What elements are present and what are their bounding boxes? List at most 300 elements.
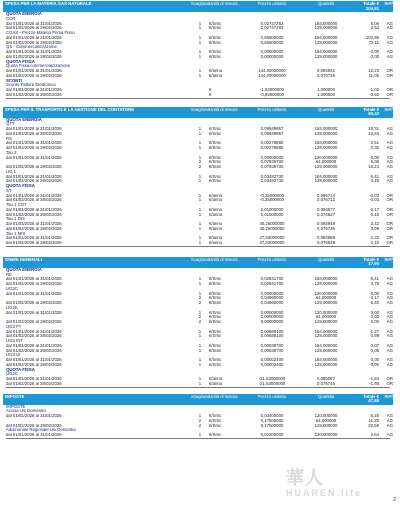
unit-cell: €/Smc	[209, 333, 222, 339]
total-cell: 4,49	[370, 178, 379, 184]
iva-cell: OR	[386, 197, 393, 203]
unit-cell: €/anno	[209, 206, 223, 212]
total-cell: 12,23	[368, 68, 379, 73]
price-cell: 0,00002400	[260, 357, 284, 362]
col-price-header: Prezzo unitario	[257, 393, 287, 399]
quantity-cell: 129,000000	[314, 178, 338, 184]
price-cell: 0,04960000	[260, 300, 284, 305]
unit-cell: €/Smc	[209, 178, 222, 184]
quantity-cell: 64,000000	[315, 314, 337, 320]
period-cell: dal 01/02/2026 al 28/02/2026	[6, 179, 62, 184]
col-total-header: Totale €	[363, 1, 379, 6]
total-cell: 0,05	[370, 347, 379, 353]
subsection-text: QUOTA FISSA	[6, 184, 35, 188]
col-price-header: Prezzo unitario	[257, 256, 287, 262]
iva-cell: AG	[386, 290, 393, 296]
price-cell: -0,35000000	[259, 192, 285, 198]
price-cell: -21,63000000	[258, 380, 286, 386]
quantity-cell: 0,076736	[317, 72, 335, 78]
quantity-cell: 64,000000	[315, 159, 337, 165]
scaglione-cell: 1	[198, 192, 202, 198]
item-text: UG2C	[6, 372, 18, 377]
total-cell: 0,00	[370, 154, 379, 160]
price-cell: 0,00000000	[260, 49, 284, 54]
iva-cell: AG	[386, 49, 393, 54]
quantity-cell: 0,076736	[317, 225, 335, 231]
total-cell: -0,92	[369, 91, 379, 97]
total-cell: 3,09	[370, 225, 379, 231]
quantity-cell: 120,000000	[314, 154, 338, 160]
period-cell: dal 01/01/2026 al 31/01/2026	[6, 69, 62, 73]
item-text: Quota Fissa commercializzazione	[6, 64, 71, 69]
quantity-cell: 0,076839	[317, 240, 335, 245]
quantity-cell: 129,000000	[314, 319, 338, 324]
scaglione-cell: 1	[198, 376, 202, 381]
unit-cell: €/Smc	[209, 309, 222, 315]
total-cell: 3,79	[370, 281, 379, 286]
quantity-cell: 129,000000	[314, 300, 338, 305]
period-cell: dal 01/01/2026 al 31/01/2026	[6, 377, 62, 381]
price-cell: -21,63000000	[258, 376, 286, 381]
scaglione-cell: 1	[198, 130, 202, 136]
iva-cell: AG	[386, 309, 393, 315]
quantity-cell: 120,000000	[314, 413, 338, 418]
quantity-cell: 120,000000	[314, 309, 338, 315]
unit-cell: €/anno	[209, 376, 223, 381]
price-cell: 0,03483730	[260, 178, 284, 184]
iva-cell: OR	[386, 68, 393, 73]
scaglione-cell: 1	[198, 53, 202, 59]
price-cell: 0,00038700	[260, 342, 284, 348]
price-cell: 0,00000000	[260, 314, 284, 320]
unit-cell: €/anno	[209, 225, 223, 231]
price-cell: -0,35000000	[259, 197, 285, 203]
scaglione-cell: 2	[198, 319, 202, 324]
iva-cell: AG	[386, 295, 393, 301]
price-cell: 0,07936730	[260, 159, 284, 165]
total-cell: 10,24	[368, 164, 379, 169]
page-number: 2	[393, 497, 396, 504]
table-row	[3, 241, 393, 246]
iva-cell: AG	[386, 20, 393, 26]
total-cell: 1,27	[370, 328, 379, 334]
iva-cell: AG	[386, 281, 393, 286]
scaglione-cell: 1	[198, 206, 202, 212]
quantity-cell: 129,000000	[314, 53, 338, 59]
col-unit-header: Unità di misura	[209, 106, 238, 112]
item-text: Tau 1 DIS	[6, 217, 25, 222]
unit-cell: €/Smc	[209, 432, 222, 437]
period-cell: dal 01/01/2026 al 31/01/2026	[6, 291, 62, 296]
iva-cell: OR	[386, 211, 393, 217]
item-text: QTT	[6, 122, 15, 127]
total-cell: 2,10	[370, 240, 379, 245]
period-cell: dal 01/01/2026 al 31/01/2026	[6, 343, 62, 348]
period-cell: dal 01/02/2026 al 28/02/2026	[6, 73, 62, 78]
quantity-cell: 129,000000	[314, 281, 338, 286]
col-scaglione-header: Scaglione	[191, 256, 210, 262]
total-cell: -0,03	[369, 192, 379, 198]
quantity-cell: 120,000000	[314, 290, 338, 296]
col-scaglione-header: Scaglione	[191, 393, 210, 399]
scaglione-cell: 2	[198, 314, 202, 320]
section-total	[352, 107, 379, 117]
unit-cell: €/Smc	[209, 276, 222, 282]
price-cell: 0,00000000	[260, 53, 284, 59]
scaglione-cell: 1	[198, 25, 202, 31]
period-cell: dal 01/02/2026 al 28/02/2026	[6, 212, 62, 217]
price-cell: 2,01000000	[260, 206, 284, 212]
scaglione-cell: 1	[198, 34, 202, 40]
col-price-header: Prezzo unitario	[257, 1, 287, 6]
section-header	[3, 1, 393, 12]
item-text: RE	[6, 272, 12, 277]
iva-cell: AG	[386, 173, 393, 179]
iva-cell: AG	[386, 140, 393, 146]
unit-cell: €/Smc	[209, 295, 222, 301]
col-scaglione-header: Scaglione	[191, 1, 210, 6]
price-cell: 0,00000000	[260, 319, 284, 324]
scaglione-cell: 1	[198, 309, 202, 315]
total-cell: 18,31	[368, 126, 379, 131]
scaglione-cell: 2	[198, 300, 202, 305]
unit-cell: €/Smc	[209, 39, 222, 45]
total-cell: 3,42	[370, 221, 379, 226]
item-text: Addizionale Regionale Usi Domestici	[6, 428, 77, 433]
total-cell: 0,00	[370, 49, 379, 54]
item-text: Accisa Usi Domestici	[6, 409, 47, 414]
price-cell: 40,26000000	[259, 225, 285, 231]
period-cell: dal 01/02/2026 al 28/02/2026	[6, 423, 62, 428]
unit-cell: €	[209, 87, 212, 92]
subsection-text: QUOTA ENERGIA	[6, 12, 42, 16]
period-cell: dal 01/02/2026 al 28/02/2026	[6, 334, 62, 339]
scaglione-cell: 1	[198, 225, 202, 231]
unit-cell: €/Smc	[209, 413, 222, 418]
iva-cell: OR	[386, 206, 393, 212]
iva-cell: AG	[386, 328, 393, 334]
iva-cell: AG	[386, 39, 393, 45]
quantity-cell: 64,000000	[315, 417, 337, 423]
total-cell: 5,06	[370, 20, 379, 26]
col-unit-header: Unità di misura	[209, 1, 238, 6]
total-cell: 102,86	[365, 34, 379, 40]
period-cell: dal 01/02/2026 al 28/02/2026	[6, 26, 62, 31]
total-cell: 0,00	[370, 361, 379, 367]
iva-cell: OR	[386, 72, 393, 78]
iva-cell: AG	[386, 145, 393, 150]
price-cell: 0,00278880	[260, 145, 284, 150]
unit-cell: €/Smc	[209, 145, 222, 150]
section-header	[3, 257, 393, 268]
scaglione-cell: 1	[198, 178, 202, 184]
unit-cell: €/anno	[209, 235, 223, 241]
watermark-latin: HUAREN.life	[286, 488, 363, 498]
quantity-cell: 129,000000	[314, 361, 338, 367]
col-iva-header: IVA*	[384, 106, 393, 112]
period-cell: dal 01/02/2026 al 28/02/2026	[6, 146, 62, 150]
unit-cell: €/Smc	[209, 173, 222, 179]
price-cell: 0,00688100	[260, 328, 284, 334]
unit-cell: €/Smc	[209, 34, 222, 40]
period-cell: dal 01/01/2026 al 31/01/2026	[6, 433, 62, 437]
price-cell: 0,02941700	[260, 281, 284, 286]
scaglione-cell: 1	[198, 20, 202, 26]
total-cell: 0,89	[370, 333, 379, 339]
scaglione-cell: 1	[198, 413, 202, 418]
total-cell: 2,64	[370, 432, 379, 437]
section-total-value: 204,91	[365, 5, 379, 11]
scaglione-cell: 1	[198, 235, 202, 241]
period-cell: dal 01/02/2026 al 28/02/2026	[6, 40, 62, 45]
scaglione-cell: 1	[198, 342, 202, 348]
period-cell: dal 01/01/2026 al 31/01/2026	[6, 207, 62, 212]
item-text: Tau 1 COT	[6, 203, 27, 207]
total-cell: 5,41	[370, 276, 379, 282]
unit-cell: €/Smc	[209, 126, 222, 131]
unit-cell: €/Smc	[209, 342, 222, 348]
table-row	[3, 382, 393, 387]
period-cell: dal 01/01/2026 al 31/01/2026	[6, 329, 62, 334]
total-cell: 2,32	[370, 235, 379, 241]
quantity-cell: 0,084888	[317, 235, 335, 241]
quantity-cell: 184,000000	[314, 20, 338, 26]
period-cell: dal 01/01/2026 al 31/01/2026	[6, 414, 62, 418]
price-cell: 0,00000000	[260, 154, 284, 160]
price-cell: 0,00002400	[260, 361, 284, 367]
unit-cell: €/Smc	[209, 314, 222, 320]
col-total-header: Totale €	[363, 393, 379, 399]
total-cell: 22,58	[368, 422, 379, 428]
scaglione-cell: 1	[198, 432, 202, 437]
watermark-logo	[286, 470, 362, 498]
scaglione-cell	[191, 93, 209, 98]
col-total-header: Totale €	[363, 256, 379, 262]
section-total	[352, 257, 379, 267]
unit-cell: €/Smc	[209, 53, 222, 59]
col-unit-header: Unità di misura	[209, 393, 238, 399]
total-cell: 5,08	[370, 159, 379, 165]
col-quantity-header: Quantità	[317, 106, 335, 112]
scaglione-cell: 2	[198, 417, 202, 423]
subsection-text: QUOTA ENERGIA	[6, 267, 42, 272]
quantity-cell: 1,000000	[317, 91, 335, 97]
quantity-cell: 129,000000	[314, 164, 338, 169]
total-cell: 0,00	[370, 290, 379, 296]
iva-cell: AG	[386, 314, 393, 320]
scaglione-cell: 1	[198, 240, 202, 245]
unit-cell: €/Smc	[209, 290, 222, 296]
unit-cell: €/Smc	[209, 164, 222, 169]
price-cell: 0,09949957	[260, 130, 284, 136]
period-cell: dal 01/02/2026 al 28/02/2026	[6, 381, 62, 386]
scaglione-cell: 2	[198, 164, 202, 169]
price-cell: -0,92000000	[259, 91, 285, 97]
total-cell: 6,41	[370, 173, 379, 179]
scaglione-cell: 1	[198, 126, 202, 131]
price-cell: 0,17500000	[260, 422, 284, 428]
unit-cell: €/anno	[209, 240, 223, 245]
quantity-cell: 184,000000	[314, 49, 338, 54]
quantity-cell: 129,000000	[314, 25, 338, 31]
col-iva-header: IVA*	[384, 256, 393, 262]
scaglione-cell: 1	[198, 140, 202, 146]
unit-cell: €/Smc	[209, 347, 222, 353]
bill-detail-page	[3, 0, 393, 509]
section-total	[352, 1, 379, 11]
subsection-text: QUOTA FISSA	[6, 367, 35, 372]
scaglione-cell: 1	[198, 221, 202, 226]
period-cell: dal 01/02/2026 al 28/02/2026	[6, 301, 62, 305]
item-text: UG3 FT	[6, 324, 22, 329]
price-cell: 0,17500000	[260, 417, 284, 423]
total-cell: 0,00	[370, 357, 379, 362]
price-cell: 0,00000000	[260, 309, 284, 315]
period-cell: dal 01/01/2026 al 31/01/2026	[6, 155, 62, 160]
section-spacer	[3, 247, 393, 257]
period-cell: dal 01/01/2026 al 31/01/2026	[6, 21, 62, 26]
period-cell: dal 01/02/2026 al 28/02/2026	[6, 226, 62, 231]
quantity-cell: 0,084948	[317, 221, 335, 226]
item-text: QS - Commercializzazione	[6, 45, 57, 50]
unit-cell: €/anno	[209, 72, 223, 78]
price-cell: 144,00000000	[258, 68, 286, 73]
iva-cell: AG	[386, 432, 393, 437]
price-cell: 40,26000000	[259, 221, 285, 226]
col-iva-header: IVA*	[384, 1, 393, 6]
scaglione-cell: 1	[198, 211, 202, 217]
item-text: ST	[6, 188, 12, 193]
price-cell: 0,03483730	[260, 173, 284, 179]
item-text: Sconto Fattura Elettronica	[6, 83, 56, 88]
price-cell: 0,02200000	[260, 432, 284, 437]
iva-cell: OR	[386, 376, 393, 381]
unit-cell: €/anno	[209, 221, 223, 226]
price-cell: 0,00688100	[260, 333, 284, 339]
scaglione-cell: 1	[198, 72, 202, 78]
quantity-cell: 0,076745	[317, 380, 335, 386]
iva-cell: AG	[386, 342, 393, 348]
scaglione-cell: 1	[198, 328, 202, 334]
period-cell: dal 01/02/2026 al 28/02/2026	[6, 92, 62, 97]
quantity-cell: 0,084931	[317, 68, 335, 73]
item-text: Tau 1 MIS	[6, 231, 26, 236]
period-cell: dal 01/01/2026 al 31/01/2026	[6, 35, 62, 40]
scaglione-cell: 1	[198, 290, 202, 296]
item-text: UG2K	[6, 305, 18, 310]
quantity-cell: 184,000000	[314, 140, 338, 146]
total-cell: -1,84	[369, 376, 379, 381]
period-cell: dal 01/01/2026 al 31/01/2026	[6, 310, 62, 315]
scaglione-cell: 1	[198, 154, 202, 160]
price-cell: 2,01000000	[260, 211, 284, 217]
unit-cell: €/Smc	[209, 417, 222, 423]
price-cell: 0,00038700	[260, 347, 284, 353]
col-quantity-header: Quantità	[317, 393, 335, 399]
iva-cell: OR	[386, 235, 393, 241]
scaglione-cell: 1	[198, 145, 202, 150]
total-cell: 0,00	[370, 314, 379, 320]
total-cell: 3,17	[370, 295, 379, 301]
section-total	[352, 394, 379, 404]
scaglione-cell: 1	[198, 357, 202, 362]
period-cell: dal 01/01/2026 al 31/01/2026	[6, 141, 62, 146]
subsection-text: QUOTA FISSA	[6, 59, 35, 64]
total-cell: 0,00	[370, 309, 379, 315]
price-cell: 0,55900000	[260, 34, 284, 40]
section-header	[3, 107, 393, 118]
quantity-cell: 129,000000	[314, 422, 338, 428]
unit-cell: €/anno	[209, 192, 223, 198]
scaglione-cell: 2	[198, 159, 202, 165]
col-quantity-header: Quantità	[317, 256, 335, 262]
unit-cell: €/Smc	[209, 319, 222, 324]
price-cell: 144,00000000	[258, 72, 286, 78]
quantity-cell: 129,000000	[314, 130, 338, 136]
period-cell: dal 01/02/2026 al 28/02/2026	[6, 282, 62, 286]
quantity-cell: 129,000000	[314, 145, 338, 150]
price-cell: 0,02747293	[260, 25, 284, 31]
table-row	[3, 93, 393, 98]
quantity-cell: 184,000000	[314, 342, 338, 348]
iva-cell: AG	[386, 154, 393, 160]
period-cell: dal 01/02/2026 al 28/02/2026	[6, 241, 62, 245]
price-cell: 0,09949957	[260, 126, 284, 131]
quantity-cell: 129,000000	[314, 347, 338, 353]
quantity-cell: 0,074627	[317, 211, 335, 217]
total-cell: 0,15	[370, 211, 379, 217]
price-cell: 0,00278880	[260, 140, 284, 146]
iva-cell: AG	[386, 126, 393, 131]
total-cell: 0,51	[370, 140, 379, 146]
scaglione-cell: 1	[198, 276, 202, 282]
watermark-han: 華人	[286, 468, 324, 489]
unit-cell: €	[209, 91, 212, 97]
iva-cell: AG	[386, 300, 393, 305]
iva-cell: OR	[386, 91, 393, 97]
total-cell: 5,28	[370, 413, 379, 418]
total-cell: 0,17	[370, 206, 379, 212]
item-text: CCR	[6, 16, 16, 21]
subsection-text: SCONTI	[6, 78, 23, 83]
unit-cell: €/anno	[209, 197, 223, 203]
col-scaglione-header: Scaglione	[191, 106, 210, 112]
quantity-cell: 0,085067	[317, 376, 335, 381]
unit-cell: €/Smc	[209, 154, 222, 160]
scaglione-cell: 1	[198, 39, 202, 45]
section-title: IMPOSTE	[5, 393, 25, 399]
table-row	[3, 433, 393, 438]
total-cell: 0,00	[370, 53, 379, 59]
unit-cell: €/Smc	[209, 328, 222, 334]
period-cell: dal 01/01/2026 al 31/01/2026	[6, 222, 62, 226]
section-divider	[6, 438, 390, 439]
section-title: ONERI GENERALI	[5, 256, 43, 262]
period-cell: dal 01/01/2026 al 31/01/2026	[6, 193, 62, 198]
total-cell: 11,20	[368, 417, 379, 423]
iva-cell: OR	[386, 240, 393, 245]
period-cell: dal 01/01/2026 al 31/01/2026	[6, 277, 62, 282]
quantity-cell: 64,000000	[315, 295, 337, 301]
period-cell: dal 01/02/2026 al 28/02/2026	[6, 198, 62, 203]
price-cell: 27,33000000	[259, 235, 285, 241]
iva-cell: AG	[386, 164, 393, 169]
total-cell: 12,84	[368, 130, 379, 136]
unit-cell: €/Smc	[209, 361, 222, 367]
unit-cell: €/Smc	[209, 20, 222, 26]
section-total-value: 17,95	[368, 261, 379, 267]
iva-cell: AG	[386, 413, 393, 418]
